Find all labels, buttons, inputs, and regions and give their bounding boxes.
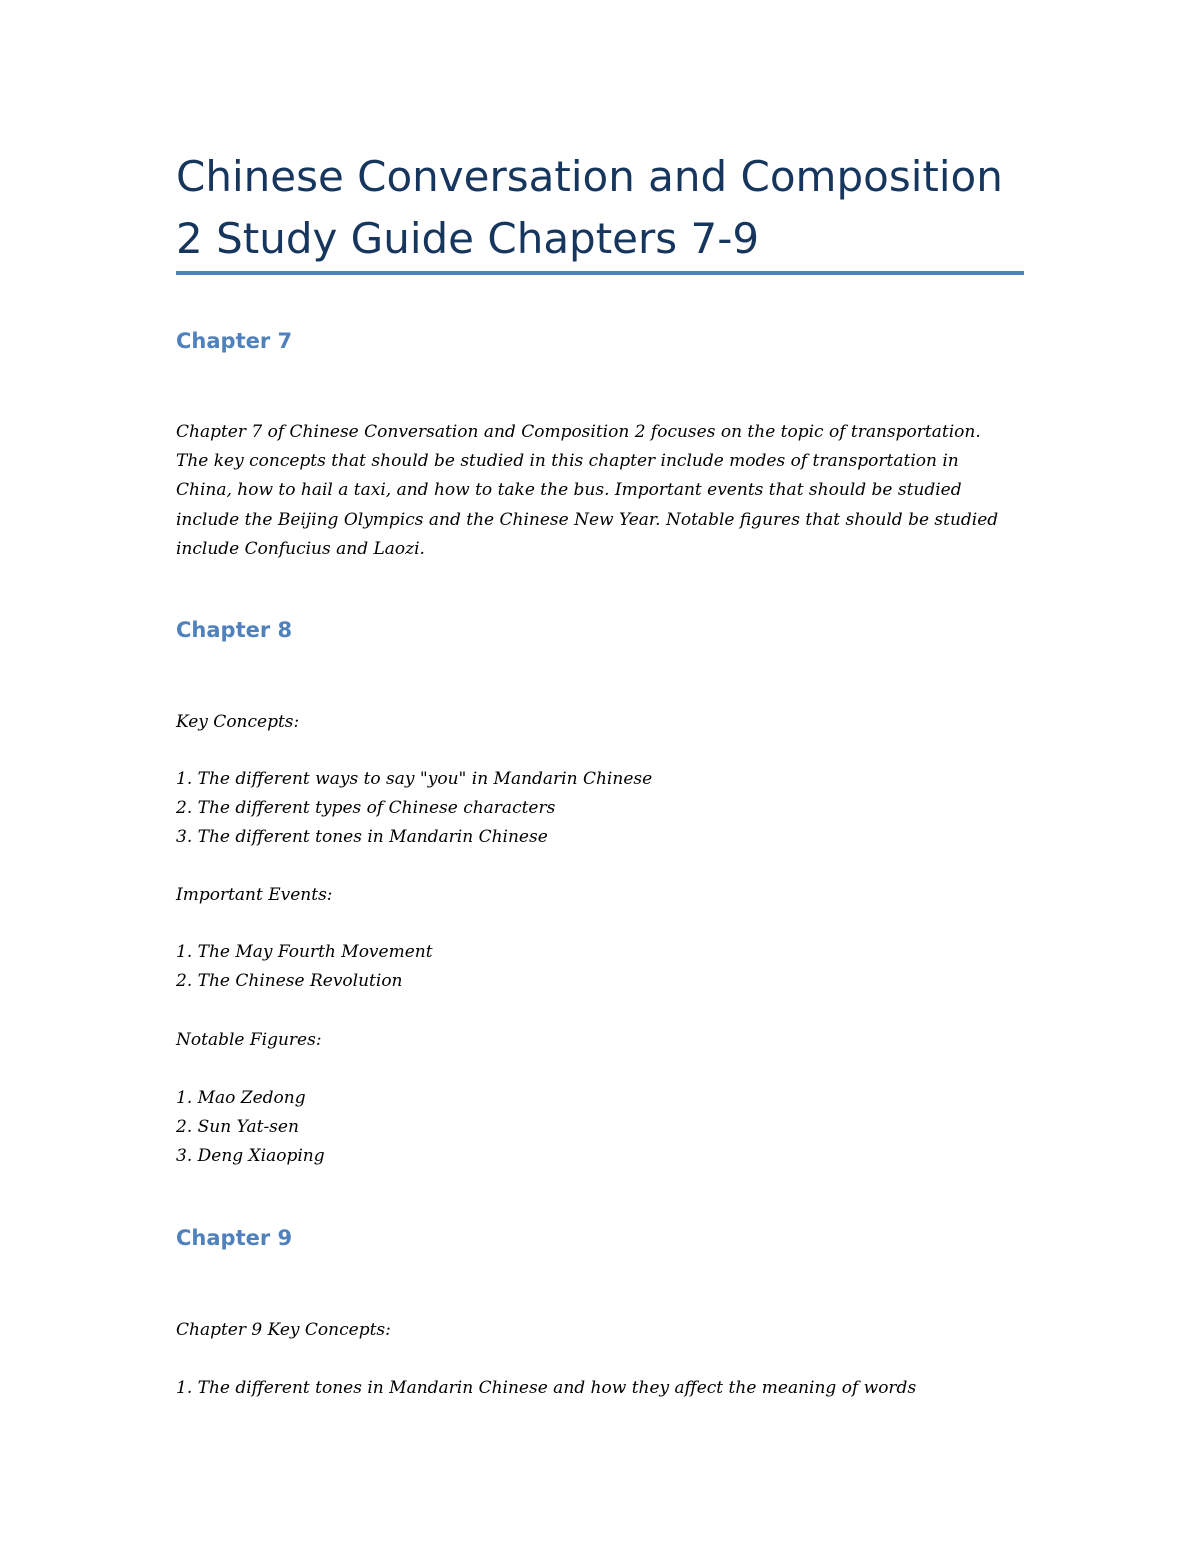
- chapter-8-heading: Chapter 8: [176, 618, 293, 642]
- paragraph-line: include Confucius and Laozi.: [176, 538, 425, 559]
- list-item: 1. The different ways to say "you" in Mandarin Chinese: [176, 769, 653, 789]
- title-line-1: Chinese Conversation and Composition: [176, 152, 1003, 201]
- paragraph-line: include the Beijing Olympics and the Chinese New Year. Notable figures that should be studied: [176, 509, 999, 530]
- chapter-8-figures-list: [176, 1084, 325, 1171]
- list-item: 2. The Chinese Revolution: [176, 971, 403, 991]
- list-item: 3. The different tones in Mandarin Chinese: [176, 827, 548, 847]
- list-item: 1. The different tones in Mandarin Chinese and how they affect the meaning of words: [176, 1378, 917, 1398]
- chapter-8-events-list: [176, 938, 433, 996]
- chapter-9-heading: Chapter 9: [176, 1226, 293, 1250]
- chapter-9-key-concepts-label: Chapter 9 Key Concepts:: [176, 1320, 391, 1340]
- list-item: 2. The different types of Chinese characters: [176, 798, 556, 818]
- chapter-8-key-concepts-list: [176, 765, 652, 852]
- list-item: 3. Deng Xiaoping: [176, 1146, 325, 1166]
- title-line-2: 2 Study Guide Chapters 7-9: [176, 214, 760, 263]
- chapter-8-key-concepts-label: Key Concepts:: [176, 712, 300, 732]
- chapter-9-key-concepts-list: [176, 1374, 916, 1403]
- chapter-8-figures-label: Notable Figures:: [176, 1030, 322, 1050]
- paragraph-line: China, how to hail a taxi, and how to take the bus. Important events that should be studied: [176, 480, 962, 501]
- title-underline: [176, 271, 1024, 275]
- document-title: [176, 146, 1036, 270]
- paragraph-line: The key concepts that should be studied in this chapter include modes of transportation in: [176, 451, 959, 472]
- list-item: 1. Mao Zedong: [176, 1088, 306, 1108]
- chapter-7-heading: Chapter 7: [176, 329, 293, 353]
- chapter-8-events-label: Important Events:: [176, 885, 333, 905]
- list-item: 1. The May Fourth Movement: [176, 942, 433, 962]
- chapter-7-paragraph: [176, 418, 1036, 564]
- list-item: 2. Sun Yat-sen: [176, 1117, 299, 1137]
- paragraph-line: Chapter 7 of Chinese Conversation and Composition 2 focuses on the topic of transportation.: [176, 422, 981, 442]
